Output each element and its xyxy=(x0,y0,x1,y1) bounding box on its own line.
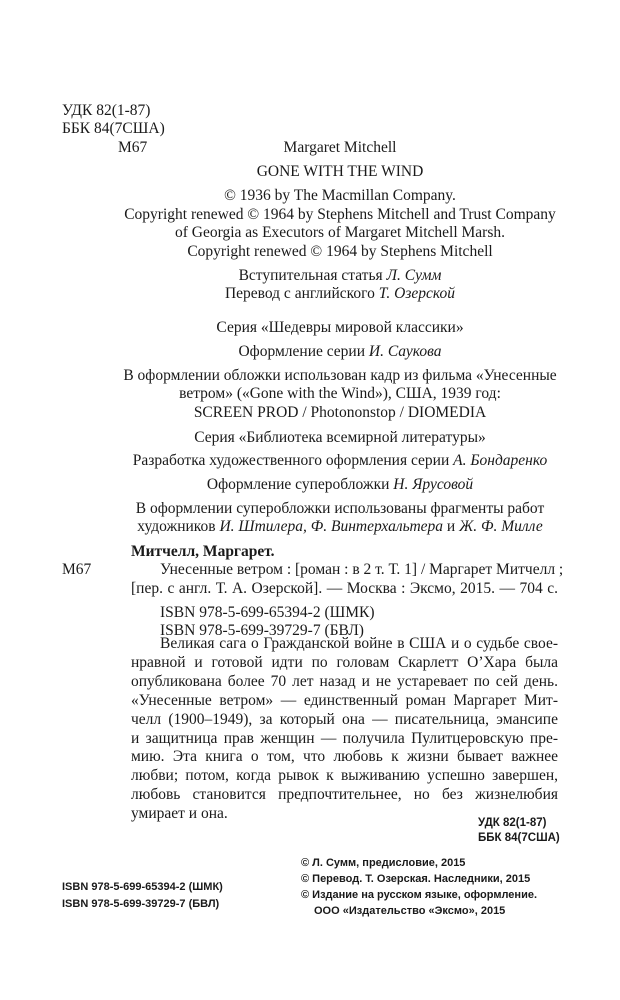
series1-design-label: Оформление серии xyxy=(238,343,369,360)
intro-credit xyxy=(90,266,590,285)
catalog-heading: Митчелл, Маргарет. xyxy=(131,543,275,560)
translation-credit-name: Т. Озерской xyxy=(378,285,456,302)
intro-credit-name: Л. Сумм xyxy=(386,267,442,284)
footer-udk: УДК 82(1-87) xyxy=(478,817,547,829)
annotation-line: нравной и готовой идти по головам Скарлетт О’Хара была xyxy=(131,654,558,671)
translation-credit-label: Перевод с английского xyxy=(224,285,379,302)
udk-code: УДК 82(1-87) xyxy=(62,102,151,119)
catalog-mark: М67 xyxy=(62,561,92,578)
annotation-line: «Унесенные ветром» — единственный роман Маргарет Мит- xyxy=(131,692,558,709)
intro-credit-label: Вступительная статья xyxy=(238,267,387,284)
painter-sep: , xyxy=(303,518,311,535)
annotation-line: опубликована более 70 лет назад и не устаревает по сей день. xyxy=(131,673,558,690)
footer-isbn-1: ISBN 978-5-699-65394-2 (ШМК) xyxy=(62,881,223,893)
annotation-line: мию. Эта книга о том, что любовь к жизни бывает важнее xyxy=(131,748,558,765)
cover-note-line-1: В оформлении обложки использован кадр из фильма «Унесенные xyxy=(123,367,557,384)
fragments-line-1: В оформлении суперобложки использованы фрагменты работ xyxy=(135,500,545,517)
painter-and: и xyxy=(443,518,460,535)
painter-2: Ф. Винтерхальтера xyxy=(310,518,444,535)
catalog-isbn-2: ISBN 978-5-699-39729-7 (БВЛ) xyxy=(160,622,364,639)
fragments-prefix: художников xyxy=(137,518,220,535)
copyright-line-2: Copyright renewed © 1964 by Stephens Mitchell and Trust Company xyxy=(124,206,556,223)
annotation-last-line: умирает и она. xyxy=(131,805,228,822)
painter-3: Ж. Ф. Милле xyxy=(459,518,543,535)
fragments-line-2 xyxy=(90,517,590,536)
series2-name: Серия «Библиотека всемирной литературы» xyxy=(194,429,486,446)
copyright-line-3: of Georgia as Executors of Margaret Mitchell Marsh. xyxy=(175,224,505,241)
series2-super xyxy=(90,475,590,494)
annotation-line: челл (1900–1949), за который она — писательница, эмансипе xyxy=(131,711,558,728)
series1-design xyxy=(90,342,590,361)
catalog-line-1: Унесенные ветром : [роман : в 2 т. Т. 1] / Маргарет Митчелл ; xyxy=(160,561,564,578)
catalog-line-2: [пер. с англ. Т. А. Озерской]. — Москва : Эксмо, 2015. — 704 с. xyxy=(131,580,558,597)
footer-bbk: ББК 84(7США) xyxy=(478,832,560,844)
series1-name: Серия «Шедевры мировой классики» xyxy=(216,319,464,336)
author-mark: М67 xyxy=(118,139,148,156)
rights-line: ООО «Издательство «Эксмо», 2015 xyxy=(314,905,506,917)
copyright-line-4: Copyright renewed © 1964 by Stephens Mitchell xyxy=(187,243,493,260)
series2-art-label: Разработка художественного оформления серии xyxy=(132,452,454,469)
catalog-isbn-1: ISBN 978-5-699-65394-2 (ШМК) xyxy=(160,604,375,621)
original-author: Margaret Mitchell xyxy=(283,139,397,156)
rights-line: © Перевод. Т. Озерская. Наследники, 2015 xyxy=(301,873,531,885)
annotation-line: любви; потом, когда рывок к выживанию успешно завершен, xyxy=(131,767,558,784)
rights-line: © Л. Сумм, предисловие, 2015 xyxy=(301,857,466,869)
original-title: GONE WITH THE WIND xyxy=(256,163,424,180)
cover-note-line-2: ветром» («Gone with the Wind»), США, 1939 год: xyxy=(179,385,501,402)
footer-isbn-2: ISBN 978-5-699-39729-7 (БВЛ) xyxy=(62,898,220,910)
painter-1: И. Штилера xyxy=(219,518,304,535)
annotation-line: любовь становится предпочтительнее, но без жизнелюбия xyxy=(131,786,558,803)
series1-design-name: И. Саукова xyxy=(368,343,442,360)
series2-super-label: Оформление суперобложки xyxy=(206,476,394,493)
copyright-line-1: © 1936 by The Macmillan Company. xyxy=(224,187,456,204)
bbk-code: ББК 84(7США) xyxy=(62,120,165,137)
annotation-line: и защитница прав женщин — получила Пулитцеровскую пре- xyxy=(131,730,558,747)
series2-art-name: А. Бондаренко xyxy=(453,452,548,469)
series2-art xyxy=(90,451,590,470)
cover-note-line-3: SCREEN PROD / Photononstop / DIOMEDIA xyxy=(193,404,487,421)
rights-line: © Издание на русском языке, оформление. xyxy=(301,889,538,901)
translation-credit xyxy=(90,284,590,303)
series2-super-name: Н. Ярусовой xyxy=(393,476,474,493)
annotation-line: Великая сага о Гражданской войне в США и о судьбе свое- xyxy=(160,635,558,652)
